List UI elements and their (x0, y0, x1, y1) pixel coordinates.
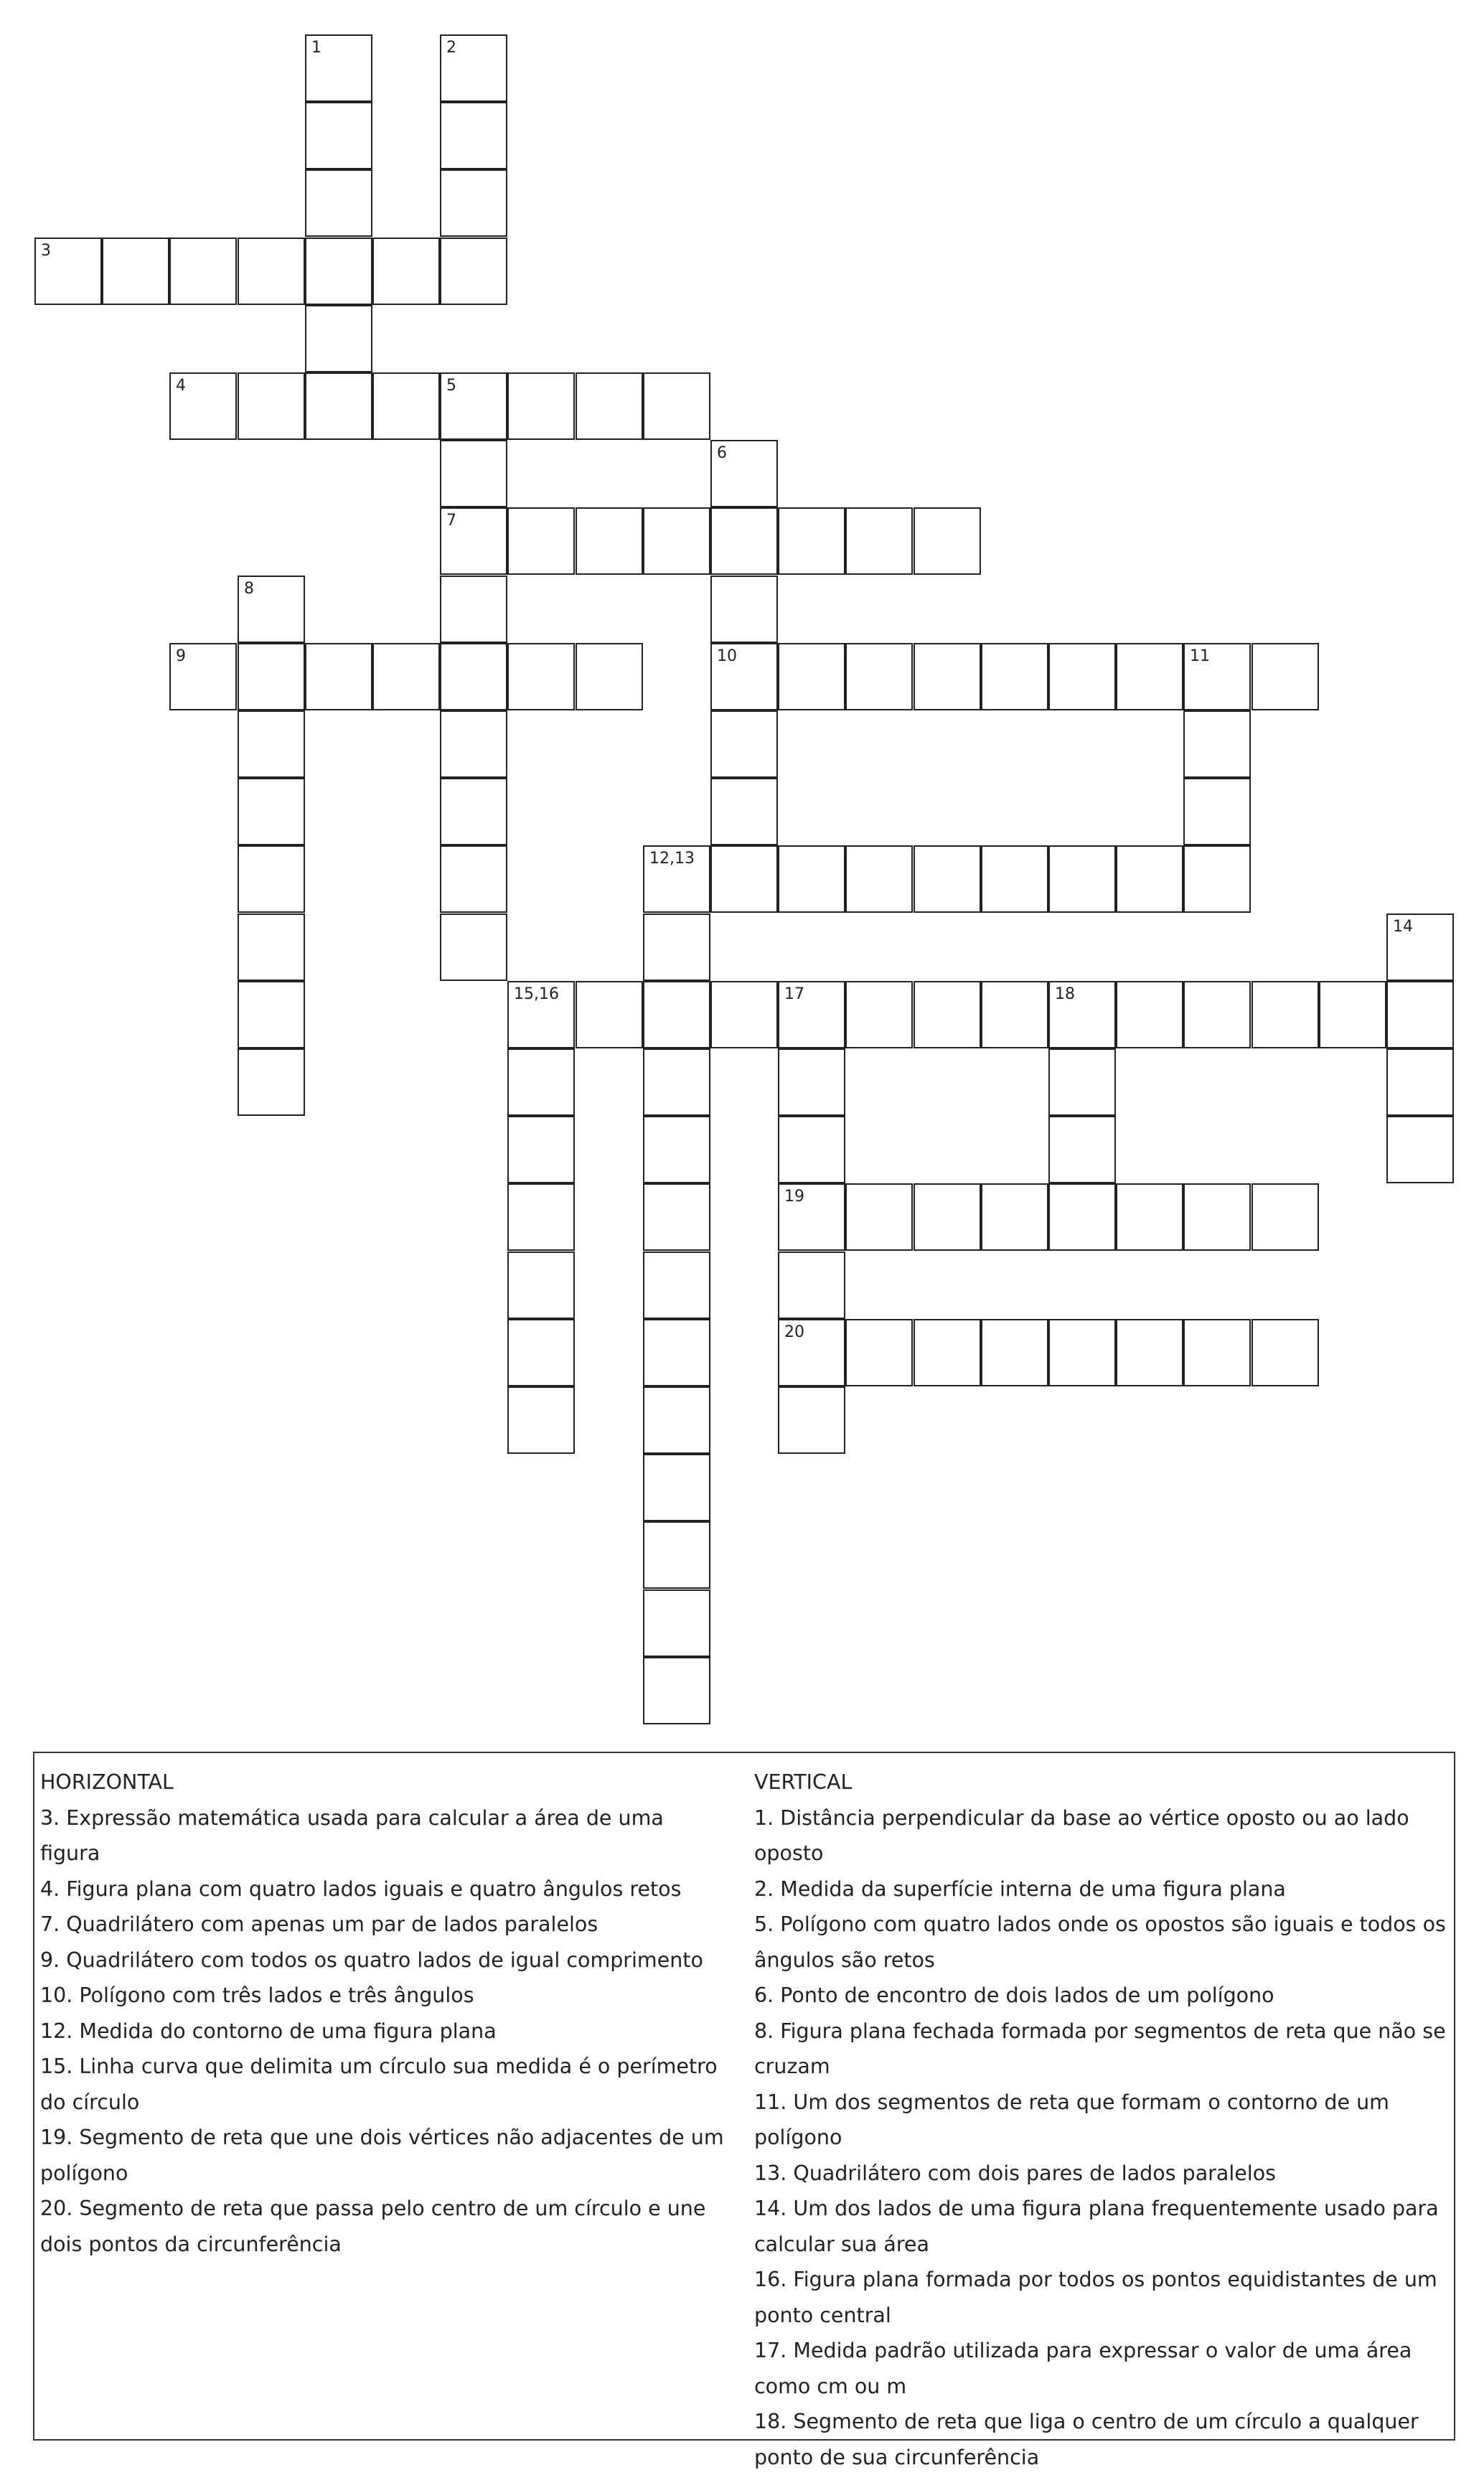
grid-cell[interactable] (778, 1183, 845, 1251)
grid-cell[interactable] (643, 1048, 710, 1116)
grid-cell[interactable] (1386, 1048, 1454, 1116)
grid-cell[interactable] (845, 1183, 913, 1251)
clue-across-20: 20. Segmento de reta que passa pelo centro de um círculo e une dois pontos da circunferência (40, 2197, 706, 2256)
clue-number: 6 (717, 444, 727, 462)
clue-number: 18 (1055, 985, 1075, 1003)
grid-cell[interactable] (305, 372, 372, 440)
grid-cell[interactable] (1251, 1183, 1319, 1251)
grid-cell[interactable] (778, 1048, 845, 1116)
grid-cell[interactable] (643, 981, 710, 1048)
grid-cell[interactable] (778, 1251, 845, 1319)
grid-cell[interactable] (507, 1319, 575, 1386)
grid-cell[interactable] (440, 576, 507, 643)
grid-cell[interactable] (914, 981, 981, 1048)
grid-cell[interactable] (440, 102, 507, 169)
grid-cell[interactable] (643, 1521, 710, 1589)
grid-cell[interactable] (238, 845, 305, 913)
grid-cell[interactable] (1116, 845, 1183, 913)
grid-cell[interactable] (643, 845, 710, 913)
grid-cell[interactable] (643, 1116, 710, 1183)
grid-cell[interactable] (1048, 1183, 1116, 1251)
grid-cell[interactable] (440, 372, 507, 440)
grid-cell[interactable] (1183, 710, 1251, 778)
grid-cell[interactable] (643, 1657, 710, 1724)
grid-cell[interactable] (372, 372, 440, 440)
grid-cell[interactable] (643, 507, 710, 575)
grid-cell[interactable] (440, 778, 507, 845)
grid-cell[interactable] (1319, 981, 1386, 1048)
grid-cell[interactable] (169, 372, 237, 440)
grid-cell[interactable] (710, 778, 778, 845)
grid-cell[interactable] (507, 1183, 575, 1251)
grid-cell[interactable] (845, 845, 913, 913)
clue-down-1: 1. Distância perpendicular da base ao vértice oposto ou ao lado oposto (754, 1805, 1409, 1865)
clue-down-14: 14. Um dos lados de uma figura plana frequentemente usado para calcular sua área (754, 2197, 1439, 2256)
clue-number: 10 (717, 647, 737, 665)
clue-number: 3 (41, 242, 51, 260)
clue-down-6: 6. Ponto de encontro de dois lados de um polígono (754, 1983, 1274, 2007)
clue-across-10: 10. Polígono com três lados e três ângulos (40, 1983, 474, 2007)
grid-cell[interactable] (507, 1251, 575, 1319)
grid-cell[interactable] (507, 1386, 575, 1454)
grid-cell[interactable] (914, 845, 981, 913)
grid-cell[interactable] (507, 507, 575, 575)
grid-cell[interactable] (845, 1319, 913, 1386)
clue-down-18: 18. Segmento de reta que liga o centro de um círculo a qualquer ponto de sua circunferência (754, 2410, 1419, 2469)
grid-cell[interactable] (1183, 643, 1251, 710)
grid-cell[interactable] (305, 305, 372, 372)
clue-across-9: 9. Quadrilátero com todos os quatro lados de igual comprimento (40, 1948, 703, 1972)
grid-cell[interactable] (372, 643, 440, 710)
grid-cell[interactable] (1251, 1319, 1319, 1386)
grid-cell[interactable] (1048, 1319, 1116, 1386)
clue-number: 12,13 (649, 850, 695, 868)
grid-cell[interactable] (372, 238, 440, 305)
grid-cell[interactable] (507, 643, 575, 710)
clue-down-8: 8. Figura plana fechada formada por segmentos de reta que não se cruzam (754, 2019, 1446, 2078)
grid-cell[interactable] (238, 372, 305, 440)
grid-cell[interactable] (778, 507, 845, 575)
grid-cell[interactable] (1183, 778, 1251, 845)
grid-cell[interactable] (238, 1048, 305, 1116)
clue-down-5: 5. Polígono com quatro lados onde os opostos são iguais e todos os ângulos são retos (754, 1912, 1446, 1972)
grid-cell[interactable] (440, 238, 507, 305)
grid-cell[interactable] (1048, 1048, 1116, 1116)
grid-cell[interactable] (238, 981, 305, 1048)
clue-down-16: 16. Figura plana formada por todos os pontos equidistantes de um ponto central (754, 2268, 1437, 2327)
grid-cell[interactable] (440, 440, 507, 507)
clue-number: 17 (784, 985, 804, 1003)
grid-cell[interactable] (305, 102, 372, 169)
grid-cell[interactable] (643, 372, 710, 440)
grid-cell[interactable] (710, 576, 778, 643)
grid-cell[interactable] (1251, 643, 1319, 710)
grid-cell[interactable] (305, 643, 372, 710)
clue-number: 15,16 (514, 985, 559, 1003)
clue-number: 19 (784, 1188, 804, 1206)
clues-box (33, 1752, 1455, 2469)
grid-cell[interactable] (710, 845, 778, 913)
grid-cell[interactable] (576, 507, 643, 575)
grid-cell[interactable] (778, 845, 845, 913)
grid-cell[interactable] (238, 643, 305, 710)
grid-cell[interactable] (1183, 1319, 1251, 1386)
grid-cell[interactable] (1116, 643, 1183, 710)
grid-cell[interactable] (305, 238, 372, 305)
grid-cell[interactable] (981, 845, 1048, 913)
grid-cell[interactable] (440, 914, 507, 981)
clue-number: 2 (446, 39, 456, 57)
grid-cell[interactable] (981, 1183, 1048, 1251)
grid-cell[interactable] (778, 1386, 845, 1454)
clue-across-7: 7. Quadrilátero com apenas um par de lados paralelos (40, 1912, 598, 1936)
grid-cell[interactable] (710, 710, 778, 778)
grid-cell[interactable] (710, 507, 778, 575)
down-clues (754, 1765, 1450, 2475)
clue-down-2: 2. Medida da superfície interna de uma figura plana (754, 1877, 1286, 1901)
grid-cell[interactable] (238, 914, 305, 981)
grid-cell[interactable] (1251, 981, 1319, 1048)
clue-number: 5 (446, 377, 456, 395)
grid-cell[interactable] (440, 34, 507, 102)
grid-cell[interactable] (576, 981, 643, 1048)
grid-cell[interactable] (1048, 1116, 1116, 1183)
grid-cell[interactable] (845, 507, 913, 575)
down-heading: VERTICAL (754, 1770, 853, 1794)
clue-across-12: 12. Medida do contorno de uma figura plana (40, 2019, 497, 2043)
grid-cell[interactable] (238, 576, 305, 643)
grid-cell[interactable] (440, 643, 507, 710)
grid-cell[interactable] (710, 440, 778, 507)
grid-cell[interactable] (1048, 643, 1116, 710)
grid-cell[interactable] (1183, 981, 1251, 1048)
grid-cell[interactable] (981, 1319, 1048, 1386)
grid-cell[interactable] (914, 1319, 981, 1386)
grid-cell[interactable] (238, 778, 305, 845)
across-heading: HORIZONTAL (40, 1770, 174, 1794)
grid-cell[interactable] (778, 1116, 845, 1183)
grid-cell[interactable] (102, 238, 169, 305)
grid-cell[interactable] (1116, 981, 1183, 1048)
grid-cell[interactable] (778, 1319, 845, 1386)
grid-cell[interactable] (576, 372, 643, 440)
grid-cell[interactable] (778, 981, 845, 1048)
grid-cell[interactable] (440, 710, 507, 778)
grid-cell[interactable] (1116, 1183, 1183, 1251)
grid-cell[interactable] (440, 507, 507, 575)
grid-cell[interactable] (1183, 1183, 1251, 1251)
grid-cell[interactable] (643, 1251, 710, 1319)
grid-cell[interactable] (576, 643, 643, 710)
grid-cell[interactable] (305, 169, 372, 237)
grid-cell[interactable] (643, 914, 710, 981)
clue-across-19: 19. Segmento de reta que une dois vértices não adjacentes de um polígono (40, 2126, 724, 2185)
clue-number: 9 (176, 647, 186, 665)
grid-cell[interactable] (507, 1048, 575, 1116)
grid-cell[interactable] (34, 238, 102, 305)
grid-cell[interactable] (914, 1183, 981, 1251)
grid-cell[interactable] (1048, 981, 1116, 1048)
grid-cell[interactable] (710, 643, 778, 710)
clue-number: 20 (784, 1323, 804, 1341)
grid-cell[interactable] (643, 1183, 710, 1251)
grid-cell[interactable] (1386, 981, 1454, 1048)
clue-number: 14 (1393, 918, 1413, 936)
grid-cell[interactable] (643, 1589, 710, 1657)
grid-cell[interactable] (238, 238, 305, 305)
grid-cell[interactable] (440, 845, 507, 913)
grid-cell[interactable] (507, 372, 575, 440)
grid-cell[interactable] (1116, 1319, 1183, 1386)
clue-down-11: 11. Um dos segmentos de reta que formam o contorno de um polígono (754, 2090, 1389, 2149)
grid-cell[interactable] (981, 981, 1048, 1048)
grid-cell[interactable] (778, 643, 845, 710)
grid-cell[interactable] (238, 710, 305, 778)
grid-cell[interactable] (1183, 845, 1251, 913)
clue-down-13: 13. Quadrilátero com dois pares de lados paralelos (754, 2161, 1277, 2185)
grid-cell[interactable] (169, 643, 237, 710)
grid-cell[interactable] (845, 981, 913, 1048)
grid-cell[interactable] (643, 1454, 710, 1521)
grid-cell[interactable] (981, 643, 1048, 710)
clue-number: 8 (244, 580, 254, 598)
clue-number: 1 (311, 39, 321, 57)
grid-cell[interactable] (710, 981, 778, 1048)
clue-across-15: 15. Linha curva que delimita um círculo sua medida é o perímetro do círculo (40, 2054, 718, 2114)
grid-cell[interactable] (914, 643, 981, 710)
across-clues (40, 1765, 729, 2262)
grid-cell[interactable] (845, 643, 913, 710)
grid-cell[interactable] (1386, 1116, 1454, 1183)
clue-number: 11 (1190, 647, 1210, 665)
clue-down-17: 17. Medida padrão utilizada para expressar o valor de uma área como cm ou m (754, 2339, 1412, 2398)
grid-cell[interactable] (507, 981, 575, 1048)
clue-number: 7 (446, 512, 456, 530)
grid-cell[interactable] (507, 1116, 575, 1183)
grid-cell[interactable] (1386, 914, 1454, 981)
clue-across-3: 3. Expressão matemática usada para calcular a área de uma figura (40, 1805, 664, 1865)
grid-cell[interactable] (914, 507, 981, 575)
grid-cell[interactable] (1048, 845, 1116, 913)
grid-cell[interactable] (643, 1319, 710, 1386)
grid-cell[interactable] (305, 34, 372, 102)
grid-cell[interactable] (169, 238, 237, 305)
clue-number: 4 (176, 377, 186, 395)
grid-cell[interactable] (440, 169, 507, 237)
grid-cell[interactable] (643, 1386, 710, 1454)
clue-across-4: 4. Figura plana com quatro lados iguais e quatro ângulos retos (40, 1877, 682, 1901)
